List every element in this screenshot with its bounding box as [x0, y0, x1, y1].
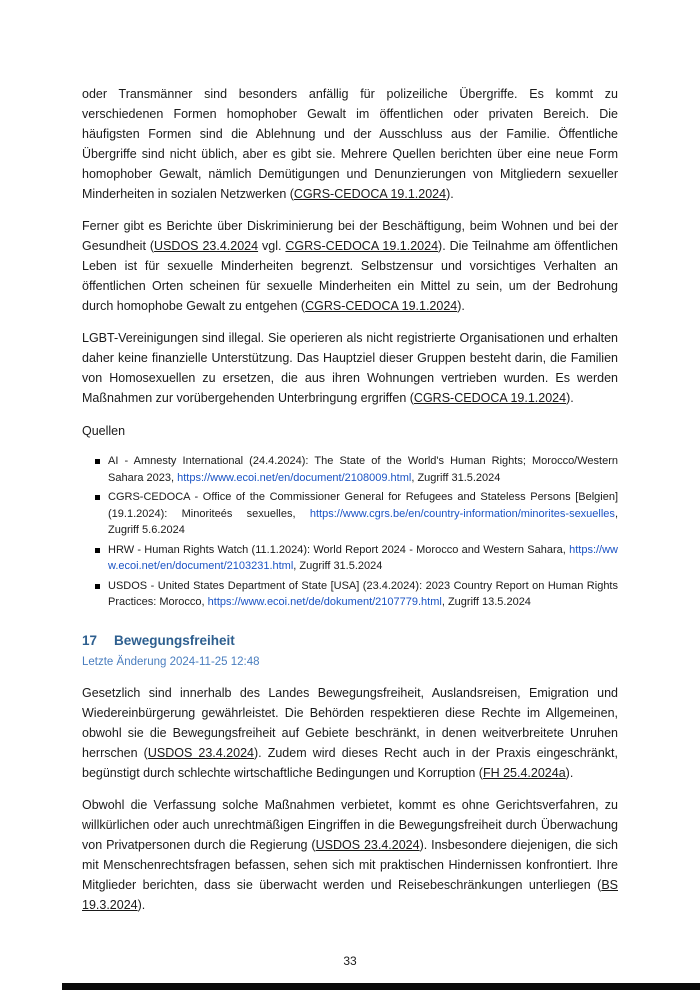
external-link[interactable]: https://www.ecoi.net/de/dokument/2107779.html	[207, 596, 442, 608]
source-item	[108, 489, 618, 539]
text-run: USDOS - United States Department of State [USA] (23.4.2024): 2023 Country Report on Human Rights Practices: Morocco,	[108, 579, 618, 608]
citation-link[interactable]: CGRS-CEDOCA 19.1.2024	[305, 299, 458, 313]
citation-link[interactable]: BS 19.3.2024	[82, 877, 618, 912]
text-run: ). Zudem wird dieses Recht auch in der Praxis eingeschränkt, begünstigt durch schlechte wirtschaftliche Bedingungen und Korruption (	[82, 745, 618, 780]
text-run: vgl.	[258, 239, 286, 253]
citation-link[interactable]: CGRS-CEDOCA 19.1.2024	[293, 187, 447, 201]
text-run: ).	[137, 897, 146, 912]
text-run: ).	[566, 391, 574, 405]
text-run: oder Transmänner sind besonders anfällig für polizeiliche Übergriffe. Es kommt zu verschiedenen Formen homophober Gewalt im öffentlichen oder privaten Bereich. Die häufigsten Formen sind die Ablehnung und der Ausschluss aus der Familie. Öffentliche Übergriffe sind nicht üblich, aber es gibt sie. Mehrere Quellen berichten über eine neue Form homophober Gewalt, nämlich Demütigungen und Denunzierungen von Mitgliedern sexueller Minderheiten in sozialen Netzwerken (	[82, 87, 618, 201]
citation-link[interactable]: USDOS 23.4.2024	[147, 745, 254, 760]
external-link[interactable]: https://www.ecoi.net/en/document/2103231.html	[108, 543, 618, 572]
text-run: ).	[565, 765, 574, 780]
paragraph	[82, 216, 618, 316]
last-change-note: Letzte Änderung 2024-11-25 12:48	[82, 655, 260, 668]
paragraph	[82, 84, 618, 204]
external-link[interactable]: https://www.cgrs.be/en/country-information/minorites-sexuelles	[309, 507, 615, 520]
sources-label: Quellen	[82, 424, 126, 438]
text-run: , Zugriff 13.5.2024	[441, 596, 531, 608]
text-run: ). Insbesondere diejenigen, die sich mit Menschenrechtsfragen befassen, sehen sich mit praktischen Hindernissen konfrontiert. Ihre Mitglieder berichten, dass sie überwacht werden und Reisebeschränkungen unterliegen (	[82, 837, 618, 892]
source-item	[108, 453, 618, 486]
source-item	[108, 578, 618, 611]
section-title: Bewegungsfreiheit	[114, 632, 235, 648]
text-run: Obwohl die Verfassung solche Maßnahmen verbietet, kommt es ohne Gerichtsverfahren, zu willkürlichen oder auch unrechtmäßigen Eingriffen in die Bewegungsfreiheit durch Überwachung von Privatpersonen durch die Regierung (	[82, 797, 618, 852]
text-run: , Zugriff 31.5.2024	[293, 560, 383, 572]
section-heading	[82, 633, 618, 648]
citation-link[interactable]: USDOS 23.4.2024	[154, 239, 259, 253]
text-run: CGRS-CEDOCA - Office of the Commissioner General for Refugees and Stateless Persons [Belgien] (19.1.2024): Minoriteés sexuelles,	[108, 491, 618, 520]
text-run: AI - Amnesty International (24.4.2024): The State of the World's Human Rights; Morocco/Western Sahara 2023,	[108, 455, 618, 484]
paragraph	[82, 683, 618, 783]
citation-link[interactable]: USDOS 23.4.2024	[315, 837, 420, 852]
citation-link[interactable]: FH 25.4.2024a	[482, 765, 566, 780]
page-number: 33	[343, 954, 357, 968]
citation-link[interactable]: CGRS-CEDOCA 19.1.2024	[285, 239, 439, 253]
text-run: LGBT-Vereinigungen sind illegal. Sie operieren als nicht registrierte Organisationen und erhalten daher keine finanzielle Unterstützung. Das Hauptziel dieser Gruppen besteht darin, die Familien von Homosexuellen zu ersetzen, die aus ihren Wohnungen vertrieben wurden. Es werden Maßnahmen zur vorübergehenden Unterbringung ergriffen (	[82, 331, 618, 405]
section-number: 17	[82, 632, 98, 648]
text-run: , Zugriff 31.5.2024	[411, 471, 501, 484]
external-link[interactable]: https://www.ecoi.net/en/document/2108009.html	[177, 471, 412, 484]
text-run: Ferner gibt es Berichte über Diskriminierung bei der Beschäftigung, beim Wohnen und bei der Gesundheit (	[82, 219, 618, 253]
source-item	[108, 542, 618, 575]
text-run: ).	[446, 187, 454, 201]
sources-list	[82, 453, 618, 611]
paragraph	[82, 795, 618, 915]
viewport-edge-bar	[62, 983, 700, 990]
paragraph	[82, 328, 618, 408]
text-run: , Zugriff 5.6.2024	[108, 507, 618, 536]
text-run: Gesetzlich sind innerhalb des Landes Bewegungsfreiheit, Auslandsreisen, Emigration und Wiedereinbürgerung gewährleistet. Die Behörden respektieren diese Rechte im Allgemeinen, obwohl sie die Bewegungsfreiheit auf Gebiete beschränkt, in denen weitverbreitete Unruhen herrschen (	[82, 685, 618, 760]
text-run: ).	[457, 299, 465, 313]
citation-link[interactable]: CGRS-CEDOCA 19.1.2024	[413, 391, 567, 405]
text-run: ). Die Teilnahme am öffentlichen Leben ist für sexuelle Minderheiten begrenzt. Selbstzensur und vorsichtiges Verhalten an öffentlichen Orten scheinen für sexuelle Minderheiten ein Mittel zu sein, um der Bedrohung durch homophobe Gewalt zu entgehen (	[82, 239, 619, 313]
text-run: HRW - Human Rights Watch (11.1.2024): World Report 2024 - Morocco and Western Sahara,	[108, 543, 570, 556]
